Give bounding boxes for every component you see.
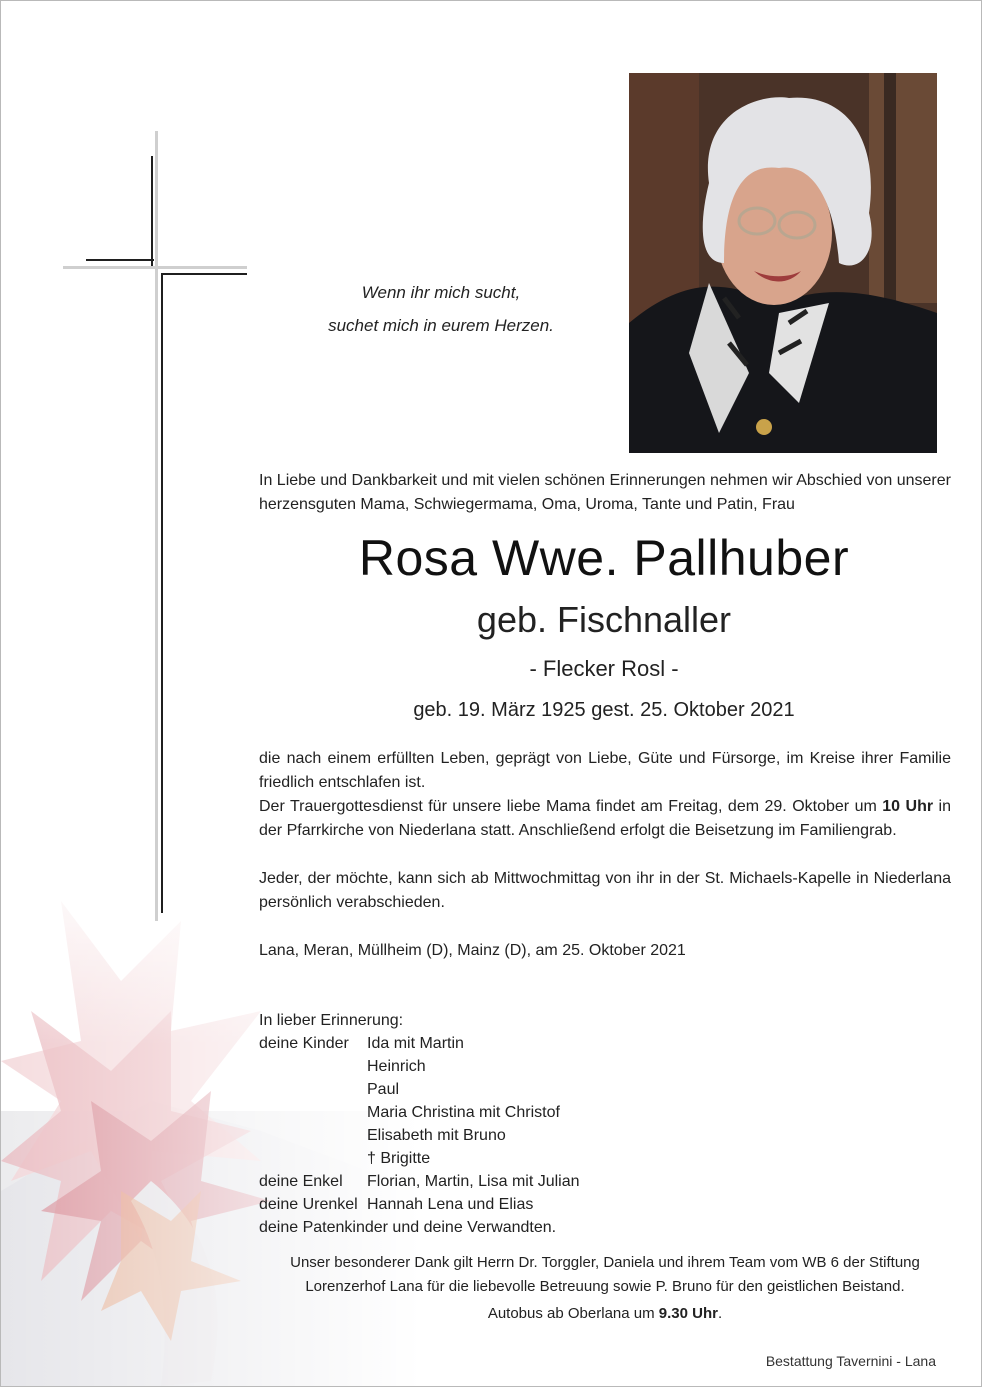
thanks-text: Unser besonderer Dank gilt Herrn Dr. Torggler, Daniela und ihrem Team vom WB 6 der Stiftung Lorenzerhof Lana für die liebevolle Betreuung sowie P. Bruno für den geistlichen Beistand. [290,1254,920,1295]
intro-text: In Liebe und Dankbarkeit und mit vielen schönen Erinnerungen nehmen wir Abschied von unserer herzensguten Mama, Schwiegermama, Oma, Uroma, Tante und Patin, Frau [259,472,951,513]
place-date-line: Lana, Meran, Müllheim (D), Mainz (D), am 25. Oktober 2021 [259,942,686,959]
bus-time: 9.30 Uhr [658,1305,718,1322]
cross-line [86,259,154,261]
grandchildren-label: deine Enkel [259,1173,343,1190]
cross-line [151,156,153,266]
undertaker-credit: Bestattung Tavernini - Lana [765,1353,936,1369]
service-text-end: in der Pfarrkirche von Niederlana statt. Anschließend erfolgt die Beisetzung im Familiengrab. [259,798,951,839]
body-paragraph-3: Jeder, der möchte, kann sich ab Mittwochmittag von ihr in der St. Michaels-Kapelle in Niederlana persönlich verabschieden. [259,870,951,911]
list-item: Ida mit Martin [367,1035,464,1052]
children-label: deine Kinder [259,1035,349,1052]
quote [291,276,591,342]
bus-text-end: . [717,1305,723,1322]
cross-icon [155,131,158,921]
service-text-start: Der Trauergottesdienst für unsere liebe Mama findet am Freitag, dem 29. Oktober um [259,798,883,815]
announcement-body [259,747,951,963]
list-item: Paul [367,1081,400,1098]
nickname: - Flecker Rosl - [529,656,679,681]
list-item: Maria Christina mit Christof [367,1104,560,1121]
deceased-name: Rosa Wwe. Pallhuber [358,530,850,586]
list-item: Heinrich [367,1058,426,1075]
cross-line [161,273,247,275]
quote-line-2: suchet mich in eurem Herzen. [328,316,554,335]
body-paragraph-2 [259,795,951,843]
list-item: † Brigitte [367,1150,431,1167]
maiden-name: geb. Fischnaller [476,599,732,640]
portrait-photo [629,73,937,453]
family-closing: deine Patenkinder und deine Verwandten. [259,1219,557,1236]
body-paragraph-1: die nach einem erfüllten Leben, geprägt von Liebe, Güte und Fürsorge, im Kreise ihrer Familie friedlich entschlafen ist. [259,750,951,791]
cross-line [161,273,163,913]
service-time: 10 Uhr [882,798,934,815]
list-item: Florian, Martin, Lisa mit Julian [367,1173,580,1190]
greatgrandchildren-label: deine Urenkel [259,1196,358,1213]
family-heading: In lieber Erinnerung: [259,1012,404,1029]
list-item: Hannah Lena und Elias [367,1196,534,1213]
family-list [259,1009,859,1239]
cross-line [63,266,247,269]
bus-info [259,1302,951,1326]
list-item: Elisabeth mit Bruno [367,1127,506,1144]
life-dates: geb. 19. März 1925 gest. 25. Oktober 2021 [413,699,795,721]
quote-line-1: Wenn ihr mich sucht, [361,283,521,302]
bus-text-start: Autobus ab Oberlana um [487,1305,659,1322]
